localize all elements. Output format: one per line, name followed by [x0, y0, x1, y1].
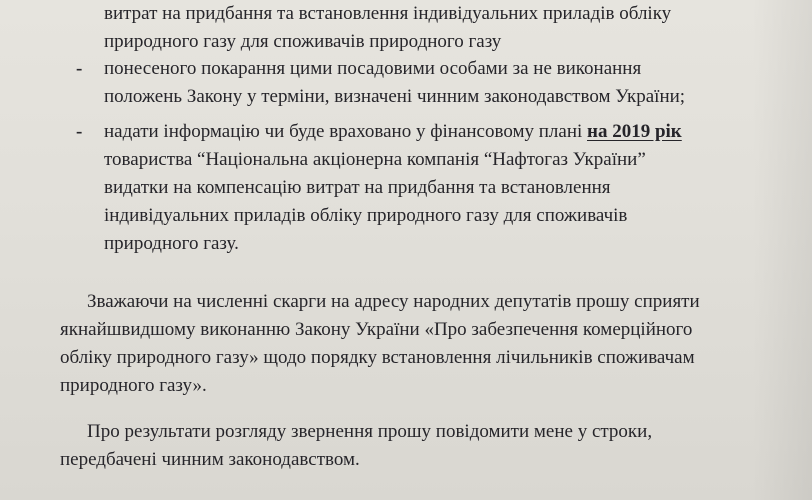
page-edge-shadow: [752, 0, 812, 500]
text-line-10: Зважаючи на численні скарги на адресу народних депутатів прошу сприяти: [87, 291, 700, 312]
bullet-mark-1: -: [76, 58, 83, 79]
text-line-8: індивідуальних приладів обліку природного газу для споживачів: [104, 205, 628, 226]
text-line-6: товариства “Національна акціонерна компанія “Нафтогаз України”: [104, 149, 646, 170]
text-line-5: [104, 118, 682, 146]
text-line-13: природного газу».: [60, 375, 207, 396]
text-line-4: положень Закону у терміни, визначені чинним законодавством України;: [104, 86, 686, 107]
text-line-2: природного газу для споживачів природного газу: [104, 31, 502, 52]
text-line-11: якнайшвидшому виконанню Закону України «Про забезпечення комерційного: [60, 319, 693, 340]
text-line-12: обліку природного газу» щодо порядку встановлення лічильників споживачам: [60, 347, 695, 368]
text-line-5-main: надати інформацію чи буде враховано у фінансовому плані: [104, 121, 588, 142]
text-line-7: видатки на компенсацію витрат на придбання та встановлення: [104, 177, 611, 198]
text-line-1: витрат на придбання та встановлення індивідуальних приладів обліку: [104, 3, 672, 24]
text-line-3: понесеного покарання цими посадовими особами за не виконання: [104, 58, 642, 79]
text-line-14: Про результати розгляду звернення прошу повідомити мене у строки,: [87, 421, 653, 442]
bullet-mark-2: -: [76, 121, 83, 142]
text-line-15: передбачені чинним законодавством.: [60, 449, 360, 470]
year-highlight: на 2019 рік: [587, 121, 682, 142]
text-line-9: природного газу.: [104, 233, 239, 254]
